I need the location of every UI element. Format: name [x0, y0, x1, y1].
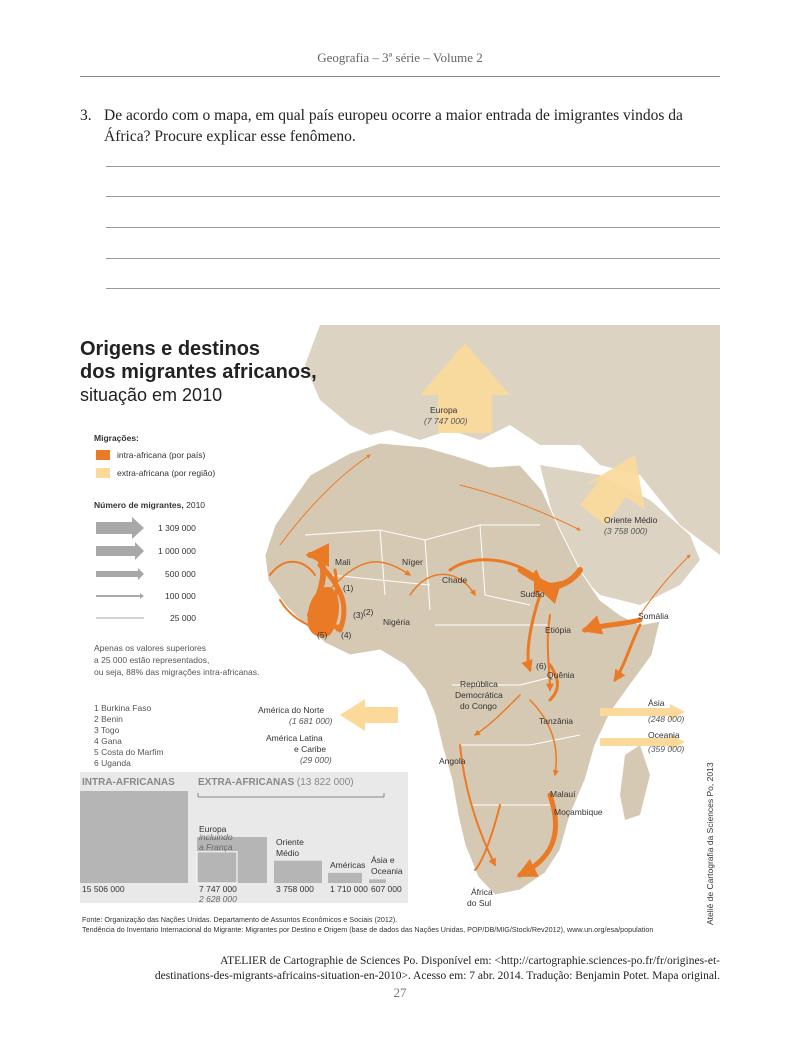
legend-note-3: ou seja, 88% das migrações intra-africanas. [94, 667, 260, 677]
chart-value-label: 1 710 000 [330, 884, 368, 894]
map-source-1: Fonte: Organização das Nações Unidas. Departamento de Assuntos Econômicos e Sociais (2012). [82, 915, 398, 924]
place-somalia: Somália [638, 611, 669, 621]
place-angola: Angola [439, 756, 466, 766]
answer-line[interactable] [106, 196, 720, 197]
answer-line[interactable] [106, 227, 720, 228]
country-key-3: 3 Togo [94, 725, 120, 735]
country-key-6: 6 Uganda [94, 758, 131, 768]
chart-value-label: 607 000 [371, 884, 402, 894]
label-america-latina-2: e Caribe [294, 744, 327, 754]
answer-line[interactable] [106, 288, 720, 289]
chart-bar [328, 873, 362, 883]
legend-intra-label: intra-africana (por país) [117, 450, 206, 460]
header-rule [80, 76, 720, 77]
legend-number-title: Número de migrantes, 2010 [94, 500, 206, 510]
place-sudao: Sudão [520, 589, 545, 599]
place-chade: Chade [442, 575, 468, 585]
place-mali: Mali [335, 557, 351, 567]
label-oceania-value: (359 000) [648, 744, 685, 754]
place-n1: (1) [343, 583, 354, 593]
chart-category-label: Europa [199, 824, 227, 835]
citation-line2: destinations-des-migrants-africains-situation-en-2010>. Acesso em: 7 abr. 2014. Tradução: Benjamin Potet. Mapa original. [154, 970, 720, 982]
chart-sub-label: incluindo [199, 832, 233, 842]
place-n5: (5) [317, 630, 328, 640]
chart-bar [80, 791, 188, 883]
map-source-2: Tendência do Inventario Internacional do Migrante: Migrantes por Destino e Origem (base de dados das Nações Unidas, POP/DB/MIG/Stock/Rev2012), www.un.org/esa/population [82, 925, 654, 934]
legend-note-1: Apenas os valores superiores [94, 643, 206, 653]
citation-line1: ATELIER de Cartographie de Sciences Po. Disponível em: <http://cartographie.sciences-po.fr/fr/origines-et- [220, 955, 720, 967]
place-n6: (6) [536, 661, 547, 671]
map-svg [80, 325, 720, 948]
label-america-latina-1: América Latina [266, 733, 323, 743]
place-africa-sul-1: África [471, 887, 493, 897]
map-title-line1: Origens e destinos [80, 338, 261, 360]
label-asia-value: (248 000) [648, 714, 685, 724]
chart-category-label: Oceania [371, 866, 403, 877]
place-n4: (4) [341, 630, 352, 640]
place-quenia: Quênia [547, 670, 575, 680]
chart-category-label: Oriente [276, 836, 304, 847]
place-rdc-1: República [460, 679, 498, 689]
map-credit: Ateliê de Cartografia da Sciences Po, 2013 [705, 762, 715, 925]
legend-intra-swatch [96, 450, 110, 460]
legend-note-2: a 25 000 estão representados, [94, 655, 210, 665]
legend-migrations-title: Migrações: [94, 433, 139, 443]
legend-extra-label: extra-africana (por região) [117, 468, 216, 478]
place-nigeria: Nigéria [383, 617, 410, 627]
page-number: 27 [393, 985, 407, 1000]
label-america-norte-value: (1 681 000) [289, 716, 333, 726]
chart-group-intra: INTRA-AFRICANAS [82, 777, 175, 788]
map-title-line2: dos migrantes africanos, [80, 361, 317, 383]
scale-label-3: 500 000 [165, 569, 196, 579]
country-key-5: 5 Costa do Marfim [94, 747, 164, 757]
scale-label-4: 100 000 [165, 591, 196, 601]
answer-line[interactable] [106, 258, 720, 259]
chart-group-extra: EXTRA-AFRICANAS (13 822 000) [198, 777, 354, 788]
legend-extra-swatch [96, 468, 110, 478]
chart-value-label: 3 758 000 [276, 884, 314, 894]
label-america-norte: América do Norte [258, 705, 325, 715]
label-america-latina-value: (29 000) [300, 755, 332, 765]
question-number: 3. [80, 107, 92, 124]
chart-sub-label: a França [199, 842, 233, 852]
question [80, 105, 725, 147]
chart-category-label: Médio [276, 847, 300, 858]
place-rdc-2: Democrática [455, 690, 503, 700]
place-n2: (2) [363, 607, 374, 617]
page-header: Geografia – 3ª série – Volume 2 [317, 50, 483, 65]
country-key-4: 4 Gana [94, 736, 122, 746]
madagascar [620, 745, 650, 820]
place-rdc-3: do Congo [460, 701, 497, 711]
place-tanzania: Tanzânia [539, 716, 574, 726]
chart-value-label: 7 747 000 [199, 884, 237, 894]
country-key-1: 1 Burkina Faso [94, 703, 152, 713]
place-etiopia: Etiópia [545, 625, 571, 635]
question-text: De acordo com o mapa, em qual país europeu ocorre a maior entrada de imigrantes vindos da África? Procure explicar esse fenômeno. [104, 107, 683, 145]
chart-category-label: Ásia e [371, 855, 395, 866]
country-key-2: 2 Benin [94, 714, 123, 724]
place-n3: (3) [353, 610, 364, 620]
place-mocambique: Moçambique [554, 807, 603, 817]
answer-line[interactable] [106, 166, 720, 167]
label-europa-value: (7 747 000) [424, 416, 468, 426]
label-asia: Ásia [648, 698, 665, 708]
chart-bar [369, 879, 386, 883]
chart-value-label: 15 506 000 [82, 884, 125, 894]
label-oceania: Oceania [648, 730, 680, 740]
label-oriente: Oriente Médio [604, 515, 658, 525]
label-europa: Europa [430, 405, 458, 415]
scale-label-1: 1 309 000 [158, 523, 196, 533]
label-oriente-value: (3 758 000) [604, 526, 648, 536]
chart-sub-value-label: 2 628 000 [199, 894, 237, 904]
place-malaui: Malauí [550, 789, 576, 799]
arrow-america-norte [340, 699, 398, 731]
migration-map [80, 325, 720, 948]
map-title-line3: situação em 2010 [80, 385, 223, 405]
scale-label-2: 1 000 000 [158, 546, 196, 556]
scale-label-5: 25 000 [170, 613, 196, 623]
chart-bar [274, 861, 322, 883]
place-niger: Níger [402, 557, 423, 567]
citation [80, 954, 720, 984]
place-africa-sul-2: do Sul [467, 898, 492, 908]
chart-category-label: Américas [330, 859, 366, 870]
